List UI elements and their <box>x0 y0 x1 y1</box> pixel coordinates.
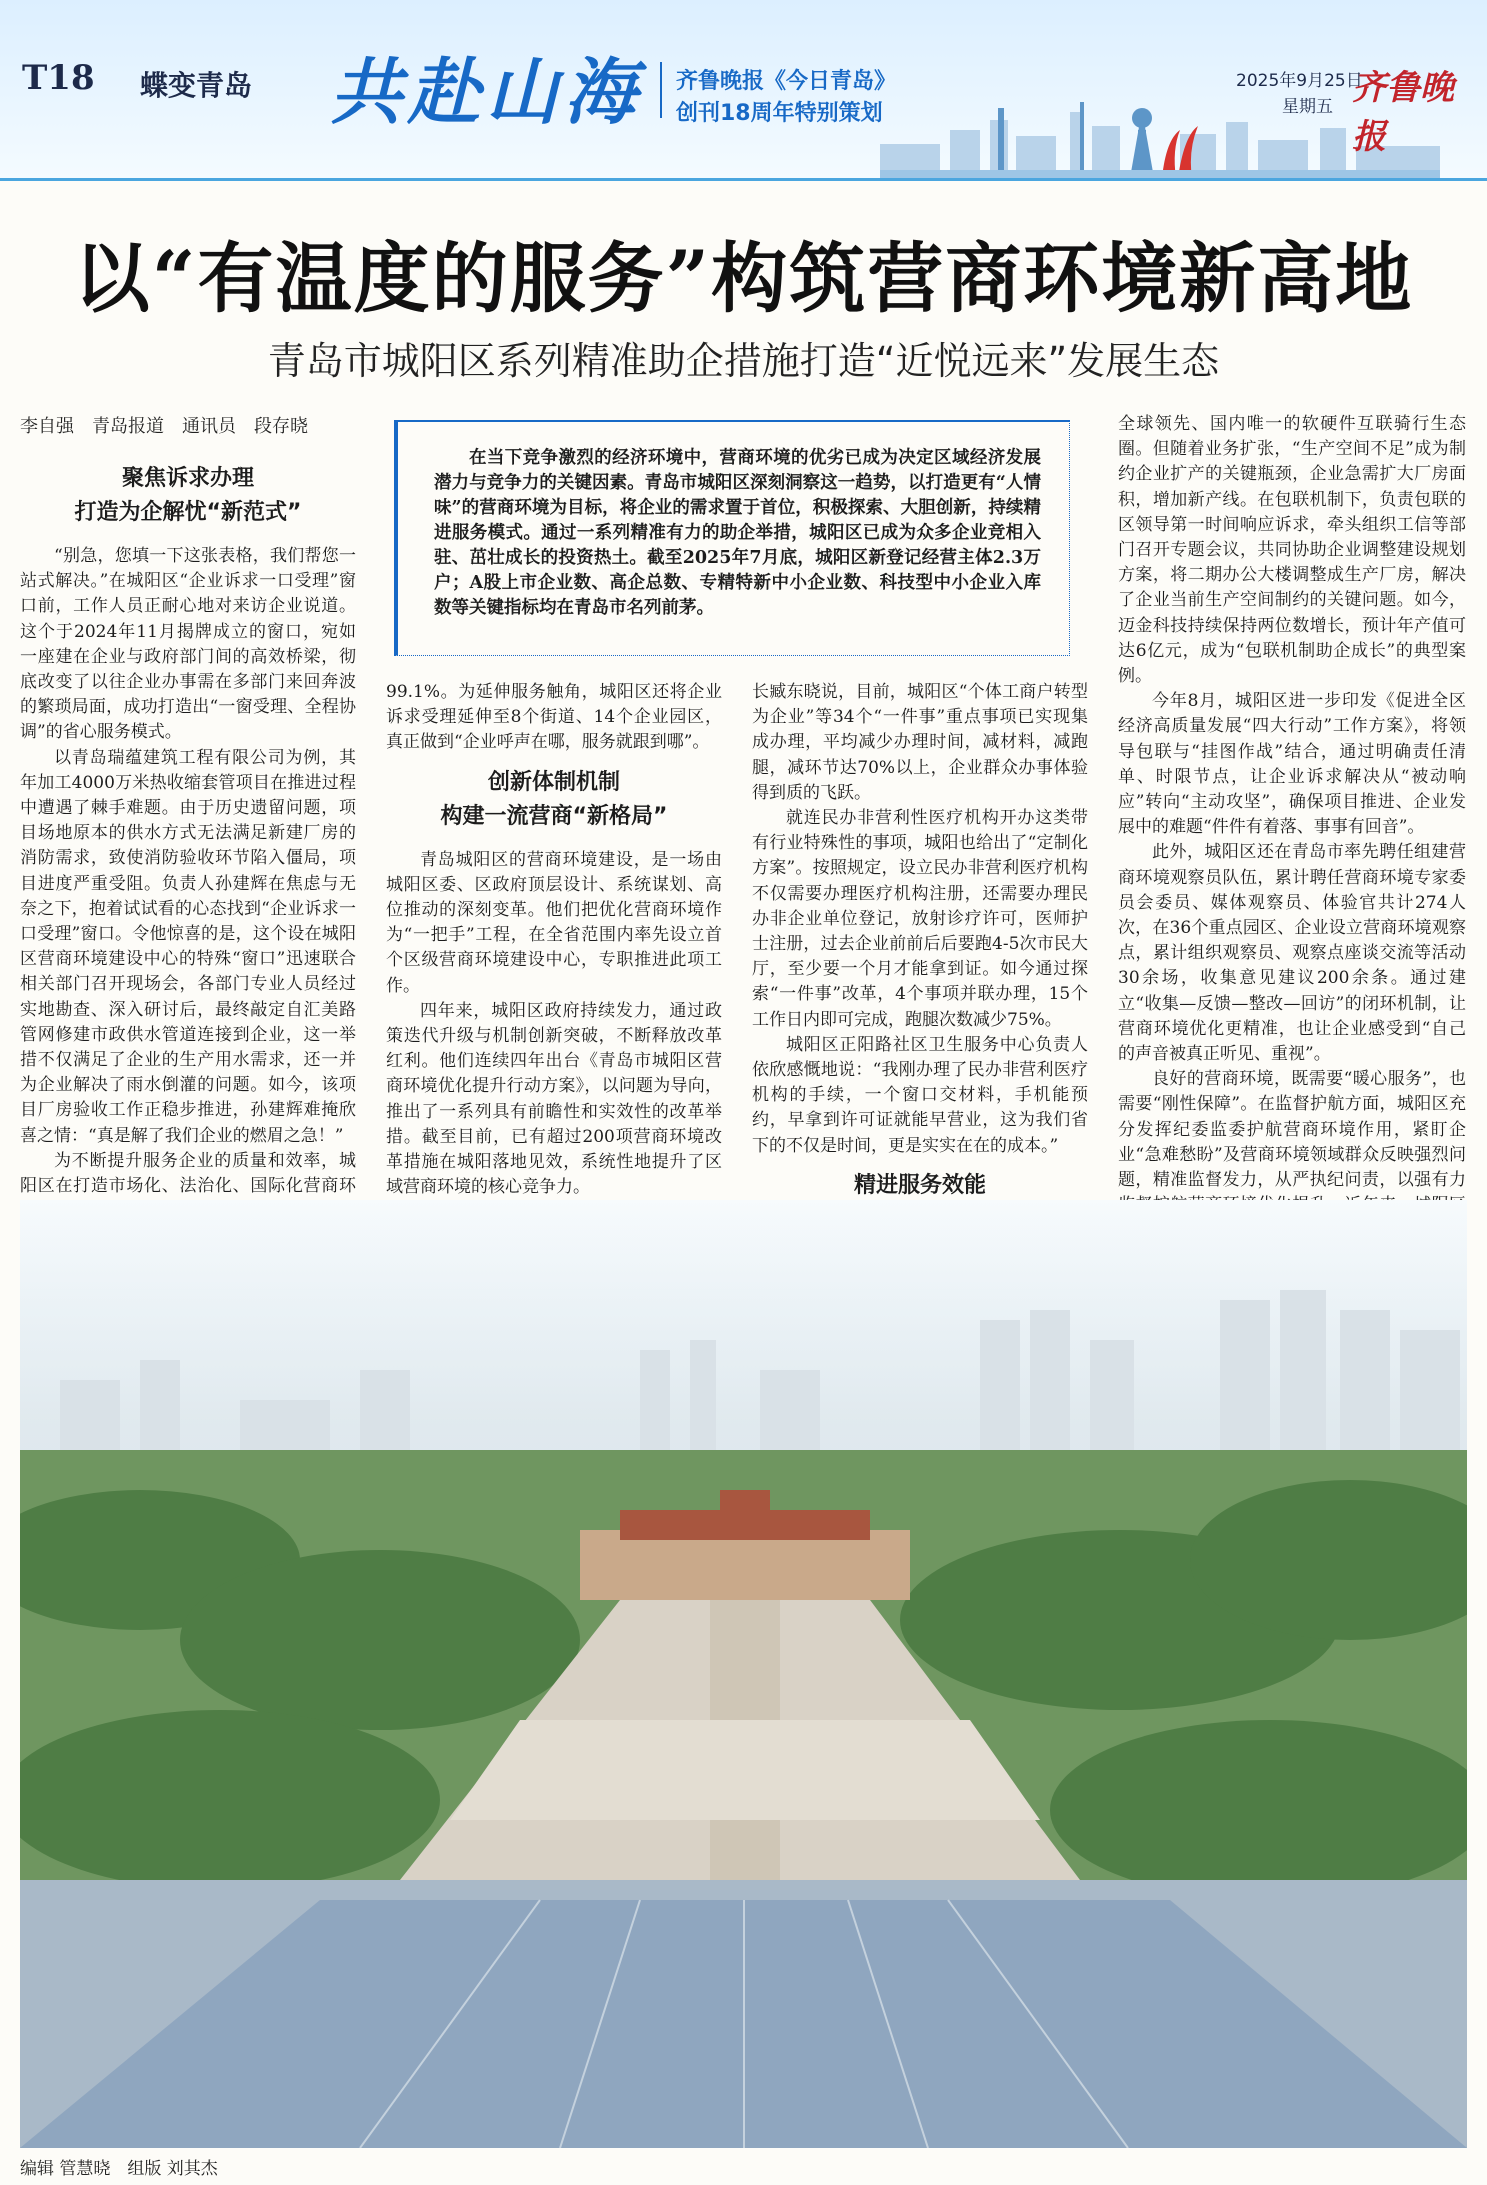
publication-line: 齐鲁晚报《今日青岛》 <box>676 69 897 94</box>
special-feature-slogan: 共赴山海 <box>330 49 643 134</box>
article-headline: 以“有温度的服务”构筑营商环境新高地 <box>73 234 1414 323</box>
paragraph: 四年来，城阳区政府持续发力，通过政策迭代升级与机制创新突破，不断释放改革红利。他们连续四年出台《青岛市城阳区营商环境优化提升行动方案》，以问题为导向，推出了一系列具有前瞻性和实效性的改革举措。截至目前，已有超过200项营商环境改革措施在城阳落地见效，系统性地提升了区域营商环境的核心竞争力。 <box>386 1000 722 1198</box>
paragraph: 良好的营商环境，既需要“暖心服务”，也需要“刚性保障”。在监督护航方面，城阳区充分发挥纪委监委护航营商环境作用，紧盯企业“急难愁盼”及营商环境领域群众反映强烈问题，精准监督发力，从严执纪问责，以强有力 <box>1118 1069 1466 1191</box>
article-byline: 李自强 青岛报道 通讯员 段存晓 <box>20 416 308 437</box>
section-heading: 精进服务效能 <box>853 1172 986 1198</box>
masthead <box>0 0 1487 181</box>
paragraph: 为不断提升服务企业的质量和效率，城阳区在打造市场化、法治化、国际化营商环 <box>20 1150 356 1197</box>
masthead-divider <box>660 62 662 118</box>
paragraph: 99.1%。为延伸服务触角，城阳区还将企业诉求受理延伸至8个街道、14个企业园区，真正做到“企业呼声在哪，服务就跟到哪”。 <box>386 682 722 753</box>
paragraph: 长臧东晓说，目前，城阳区“个体工商户转型为企业”等34个“一件事”重点事项已实现集成办理，平均减少办理时间，减材料，减跑腿，减环节达70%以上，企业群众办事体验得到质的飞跃。 <box>752 682 1088 803</box>
paragraph: 城阳区正阳路社区卫生服务中心负责人依欣感慨地说：“我刚办理了民办非营利医疗机构的手续，一个窗口交材料，手机能预约，早拿到许可证就能早营业，这为我们省下的不仅是时间，更是实实在在的成本。” <box>752 1034 1088 1156</box>
issue-weekday: 星期五 <box>1282 97 1333 117</box>
anniversary-line: 创刊18周年特别策划 <box>676 101 883 126</box>
paragraph: 就连民办非营利性医疗机构开办这类带有行业特殊性的事项，城阳也给出了“定制化方案”。按照规定，设立民办非营利医疗机构不仅需要办理医疗机构注册，还需要办理民办非企业单位登记，放射诊疗许可，医师护士注册，过去企业前前后后要跑4-5次市民大厅，至少要一个月才能拿到证。如今通过探索“一件事”改革，4个事项并联办理，15个工作日内即可完成，跑腿次数减少75%。 <box>752 808 1088 1030</box>
paragraph: 此外，城阳区还在青岛市率先聘任组建营商环境观察员队伍，累计聘任营商环境专家委员会委员、媒体观察员、体验官共计274人次，在36个重点园区、企业设立营商环境观察点，累计组织观察员、观察点座谈交流等活动30余场，收集意见建议200余条。通过建立“收集—反馈—整改—回访”的闭环机制，让营商环境优化更精准，也让企业感受到“自己的声音被真正听见、重视”。 <box>1118 842 1466 1065</box>
editor-credits: 编辑 管慧晓 组版 刘其杰 <box>20 2159 218 2179</box>
newspaper-logo: 齐鲁晚报 <box>1352 68 1454 157</box>
section-name: 蝶变青岛 <box>140 69 253 102</box>
paragraph: 以青岛瑞蕴建筑工程有限公司为例，其年加工4000万米热收缩套管项目在推进过程中遭遇了棘手难题。由于历史遗留问题，项目场地原本的供水方式无法满足新建厂房的消防需求，致使消防验收环节陷入僵局，项目进度严重受阻。负责人孙建辉在焦虑与无奈之下，抱着试试看的心态找到“企业诉求一口受理”窗口。令他惊喜的是，这个设在城阳区营商环境建设中心的特殊“窗口”迅速联合相关部门召开现场会，各部门专业人员经过实地勘查、深入研讨后，最终敲定自汇美路管网修建市政供水管道连接到企业，这一举措不仅满足了企业的生产用水需求，还一并为企业解决了雨水倒灌的问题。如今，该项目厂房验收工作正稳步推进，孙建辉难掩欣喜之情：“真是解了我们企业的燃眉之急！” <box>20 747 356 1146</box>
paragraph: 全球领先、国内唯一的软硬件互联骑行生态圈。但随着业务扩张，“生产空间不足”成为制约企业扩产的关键瓶颈，企业急需扩大厂房面积，增加新产线。在包联机制下，负责包联的区领导第一时间响应诉求，牵头组织工信等部门召开专题会议，共同协助企业调整建设规划方案，将二期办公大楼调整成生产厂房，解决了企业当前生产空间制约的关键问题。如今，迈金科技持续保持两位数增长，预计年产值可达6亿元，成为“包联机制助企成长”的典型案例。 <box>1118 414 1466 687</box>
section-heading: 创新体制机制 构建一流营商“新格局” <box>440 769 668 829</box>
article-subtitle: 青岛市城阳区系列精准助企措施打造“近悦远来”发展生态 <box>267 339 1220 383</box>
paragraph: 青岛城阳区的营商环境建设，是一场由城阳区委、区政府顶层设计、系统谋划、高位推动的深刻变革。他们把优化营商环境作为“一把手”工程，在全省范围内率先设立首个区级营商环境建设中心，专职推进此项工作。 <box>386 849 722 996</box>
page-number: T18 <box>22 58 95 98</box>
aerial-photo-illustration <box>20 1200 1467 2148</box>
paragraph: “别急，您填一下这张表格，我们帮您一站式解决。”在城阳区“企业诉求一口受理”窗口前，工作人员正耐心地对来访企业说道。这个于2024年11月揭牌成立的窗口，宛如一座建在企业与政府部门间的高效桥梁，彻底改变了以往企业办事需在多部门来回奔波的繁琐局面，成功打造出“一窗受理、全程协调”的省心服务模式。 <box>20 546 356 743</box>
paragraph: 今年8月，城阳区进一步印发《促进全区经济高质量发展“四大行动”工作方案》，将领导包联与“挂图作战”结合，通过明确责任清单、时限节点，让企业诉求解决从“被动响应”转向“主动攻坚”，确保项目推进、企业发展中的难题“件件有着落、事事有回音”。 <box>1118 691 1466 838</box>
aerial-city-photo <box>20 1200 1467 2148</box>
lead-paragraph: 在当下竞争激烈的经济环境中，营商环境的优劣已成为决定区域经济发展潜力与竞争力的关键因素。青岛市城阳区深刻洞察这一趋势，以打造更有“人情味”的营商环境为目标，将企业的需求置于首位，积极探索、大胆创新，持续精进服务模式。通过一系列精准有力的助企举措，城阳区已成为众多企业竞相入驻、茁壮成长的投资热土。截至2025年7月底，城阳区新登记经营主体2.3万户；A股上市企业数、高企总数、专精特新中小企业数、科技型中小企业入库数等关键指标均在青岛市名列前茅。 <box>394 420 1070 656</box>
section-heading: 聚焦诉求办理 打造为企解忧“新范式” <box>74 466 302 525</box>
issue-date: 2025年9月25日 <box>1236 71 1363 91</box>
